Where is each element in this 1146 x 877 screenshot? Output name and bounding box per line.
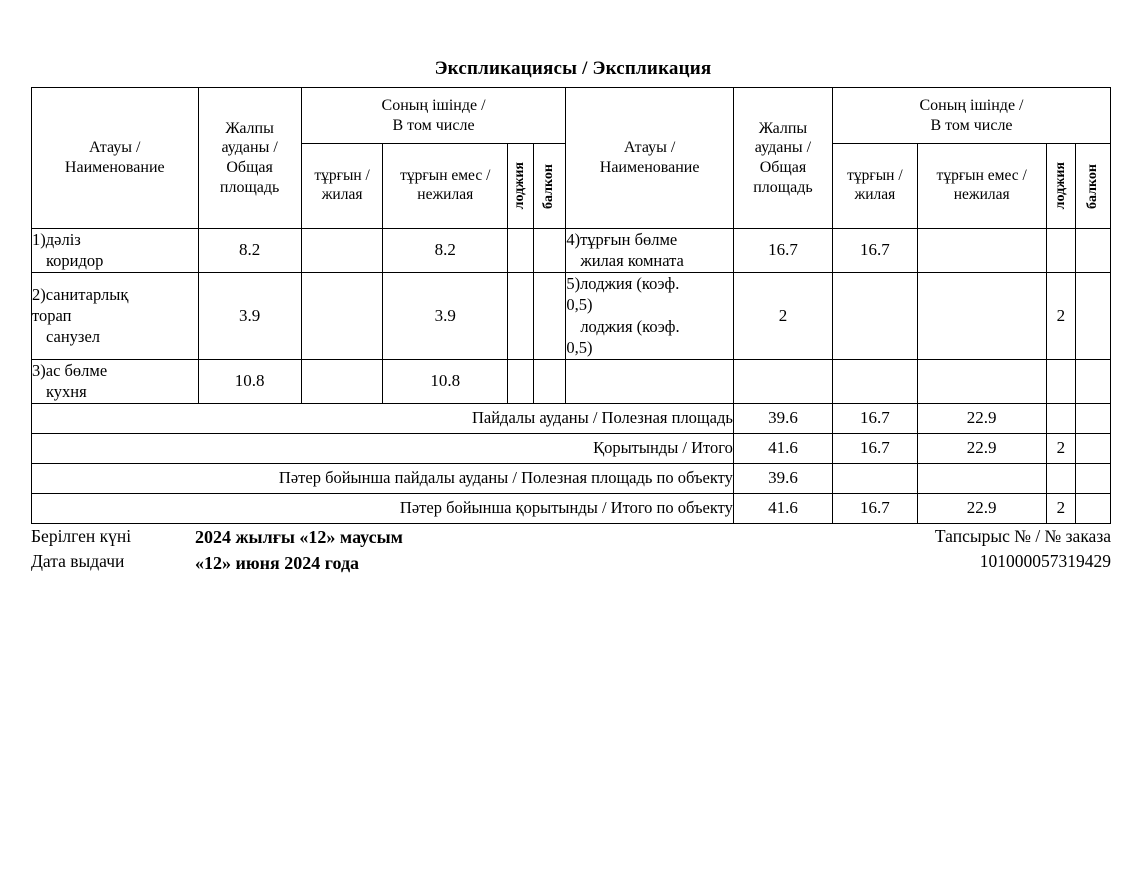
row-name-right-3	[566, 359, 734, 403]
row-balcony-right-1	[1076, 229, 1111, 273]
row-loggia-right-2: 2	[1046, 272, 1076, 359]
header-loggia-right-label: лоджия	[1052, 162, 1068, 210]
summary-row	[32, 493, 1111, 523]
summary-residential-4: 16.7	[833, 493, 918, 523]
issue-date-label-ru: Дата выдачи	[31, 551, 125, 572]
header-loggia-left	[508, 144, 534, 229]
header-total-area-right-l3: Общая	[759, 159, 807, 176]
header-nonresidential-left	[383, 144, 508, 229]
row-name-right-2-l2: 0,5)	[566, 295, 593, 315]
row-loggia-left-2	[508, 272, 534, 359]
header-loggia-right	[1046, 144, 1076, 229]
row-nonresidential-right-2	[917, 272, 1046, 359]
summary-residential-3	[833, 463, 918, 493]
header-residential-right-l2: жилая	[854, 186, 896, 203]
row-loggia-left-1	[508, 229, 534, 273]
row-total-left-1: 8.2	[198, 229, 301, 273]
row-name-right-2	[566, 272, 734, 359]
header-balcony-right-wrap	[1076, 144, 1110, 228]
row-name-right-2-l1: 5)лоджия (коэф.	[566, 273, 680, 293]
row-loggia-left-3	[508, 359, 534, 403]
issue-date-label-kk: Берілген күні	[31, 526, 132, 546]
header-name-right-l2: Наименование	[599, 159, 700, 176]
summary-balcony-1	[1076, 403, 1111, 433]
summary-nonresidential-4: 22.9	[917, 493, 1046, 523]
summary-balcony-4	[1076, 493, 1111, 523]
row-nonresidential-right-3	[917, 359, 1046, 403]
summary-loggia-4: 2	[1046, 493, 1076, 523]
header-residential-right	[833, 144, 918, 229]
table-header-row-1	[32, 88, 1111, 144]
header-residential-left	[301, 144, 383, 229]
header-balcony-left	[533, 144, 566, 229]
header-name-right	[566, 88, 734, 229]
header-total-area-left-l3: Общая	[226, 159, 273, 176]
order-label: Тапсырыс № / № заказа	[934, 526, 1111, 546]
row-balcony-right-3	[1076, 359, 1111, 403]
header-total-area-right-l2: ауданы /	[754, 139, 812, 157]
row-name-left-3-l2: кухня	[46, 382, 87, 402]
header-including-right-l2: В том числе	[930, 116, 1013, 134]
header-balcony-right	[1076, 144, 1111, 229]
row-name-right-2-l4: 0,5)	[566, 338, 593, 358]
summary-row	[32, 463, 1111, 493]
header-name-left	[32, 88, 199, 229]
document-footer	[31, 524, 1111, 584]
row-balcony-left-2	[533, 272, 566, 359]
summary-row	[32, 433, 1111, 463]
summary-loggia-2: 2	[1046, 433, 1076, 463]
row-nonresidential-right-1	[917, 229, 1046, 273]
order-number: 101000057319429	[979, 551, 1111, 572]
explication-table	[31, 87, 1111, 524]
row-name-left-2-l1: 2)санитарлық	[32, 284, 129, 304]
row-residential-left-1	[301, 229, 383, 273]
row-residential-left-3	[301, 359, 383, 403]
table-row	[32, 359, 1111, 403]
summary-nonresidential-1: 22.9	[917, 403, 1046, 433]
row-name-left-1-l2: коридор	[46, 251, 104, 271]
summary-label-1: Пайдалы ауданы / Полезная площадь	[32, 403, 734, 433]
issue-date-values	[195, 524, 403, 576]
row-name-right-1-l1: 4)тұрғын бөлме	[566, 230, 678, 249]
header-name-left-l2: Наименование	[64, 159, 165, 176]
header-loggia-right-wrap	[1047, 144, 1076, 228]
summary-total-2: 41.6	[733, 433, 832, 463]
page-title: Экспликациясы / Экспликация	[434, 58, 712, 79]
row-nonresidential-left-2: 3.9	[383, 272, 508, 359]
row-total-left-3: 10.8	[198, 359, 301, 403]
header-including-right	[833, 88, 1111, 144]
row-nonresidential-left-1: 8.2	[383, 229, 508, 273]
header-residential-left-l2: жилая	[321, 186, 363, 203]
summary-label-2: Қорытынды / Итого	[32, 433, 734, 463]
header-nonresidential-left-l1: тұрғын емес /	[400, 167, 491, 185]
header-nonresidential-right-l1: тұрғын емес /	[936, 167, 1027, 185]
summary-total-1: 39.6	[733, 403, 832, 433]
issue-date-kk: 2024 жылғы «12» маусым	[195, 527, 403, 547]
issue-date-ru: «12» июня 2024 года	[195, 553, 360, 574]
order-info	[935, 524, 1111, 575]
row-residential-right-2	[833, 272, 918, 359]
row-name-left-3-l1: 3)ас бөлме	[32, 360, 108, 380]
header-total-area-right-l4: площадь	[753, 178, 813, 196]
header-total-area-left	[198, 88, 301, 229]
header-nonresidential-right	[917, 144, 1046, 229]
summary-label-3: Пәтер бойынша пайдалы ауданы / Полезная площадь по объекту	[32, 463, 734, 493]
row-name-left-2-l3: санузел	[46, 327, 101, 347]
row-total-right-1: 16.7	[733, 229, 832, 273]
table-row	[32, 229, 1111, 273]
row-residential-right-3	[833, 359, 918, 403]
summary-loggia-3	[1046, 463, 1076, 493]
summary-residential-2: 16.7	[833, 433, 918, 463]
issue-date-labels	[31, 524, 131, 575]
row-name-right-1	[566, 229, 734, 273]
header-including-left	[301, 88, 566, 144]
row-loggia-right-3	[1046, 359, 1076, 403]
header-balcony-left-wrap	[534, 144, 566, 228]
header-including-left-l1: Соның ішінде /	[381, 96, 486, 114]
summary-loggia-1	[1046, 403, 1076, 433]
row-name-left-2-l2: торап	[32, 306, 72, 326]
row-total-right-2: 2	[733, 272, 832, 359]
row-name-left-1-l1: 1)дәліз	[32, 230, 81, 249]
header-total-area-left-l1: Жалпы	[225, 119, 274, 137]
table-row	[32, 272, 1111, 359]
header-balcony-left-label: балкон	[541, 163, 557, 209]
header-nonresidential-left-l2: нежилая	[417, 186, 474, 203]
row-residential-left-2	[301, 272, 383, 359]
header-balcony-right-label: балкон	[1085, 163, 1101, 209]
summary-balcony-2	[1076, 433, 1111, 463]
header-total-area-left-l2: ауданы /	[221, 139, 278, 157]
header-including-right-l1: Соның ішінде /	[919, 96, 1024, 114]
header-nonresidential-right-l2: нежилая	[953, 186, 1010, 203]
row-balcony-left-1	[533, 229, 566, 273]
summary-nonresidential-2: 22.9	[917, 433, 1046, 463]
header-loggia-left-wrap	[508, 144, 533, 228]
row-name-left-1	[32, 229, 199, 273]
row-nonresidential-left-3: 10.8	[383, 359, 508, 403]
header-name-left-l1: Атауы /	[89, 139, 141, 157]
header-total-area-right	[733, 88, 832, 229]
summary-total-4: 41.6	[733, 493, 832, 523]
summary-total-3: 39.6	[733, 463, 832, 493]
header-residential-left-l1: тұрғын /	[314, 167, 370, 185]
row-balcony-right-2	[1076, 272, 1111, 359]
summary-nonresidential-3	[917, 463, 1046, 493]
row-total-right-3	[733, 359, 832, 403]
row-name-left-2	[32, 272, 199, 359]
row-name-right-1-l2: жилая комната	[580, 251, 684, 271]
row-name-left-3	[32, 359, 199, 403]
row-name-right-2-l3: лоджия (коэф.	[580, 316, 680, 336]
summary-row	[32, 403, 1111, 433]
header-total-area-left-l4: площадь	[219, 178, 280, 196]
header-name-right-l1: Атауы /	[623, 139, 676, 157]
summary-label-4: Пәтер бойынша қорытынды / Итого по объекту	[32, 493, 734, 523]
row-balcony-left-3	[533, 359, 566, 403]
header-total-area-right-l1: Жалпы	[758, 119, 808, 137]
row-loggia-right-1	[1046, 229, 1076, 273]
row-total-left-2: 3.9	[198, 272, 301, 359]
header-loggia-left-label: лоджия	[512, 162, 528, 210]
header-including-left-l2: В том числе	[392, 116, 475, 134]
summary-balcony-3	[1076, 463, 1111, 493]
header-residential-right-l1: тұрғын /	[847, 167, 903, 185]
row-residential-right-1: 16.7	[833, 229, 918, 273]
summary-residential-1: 16.7	[833, 403, 918, 433]
